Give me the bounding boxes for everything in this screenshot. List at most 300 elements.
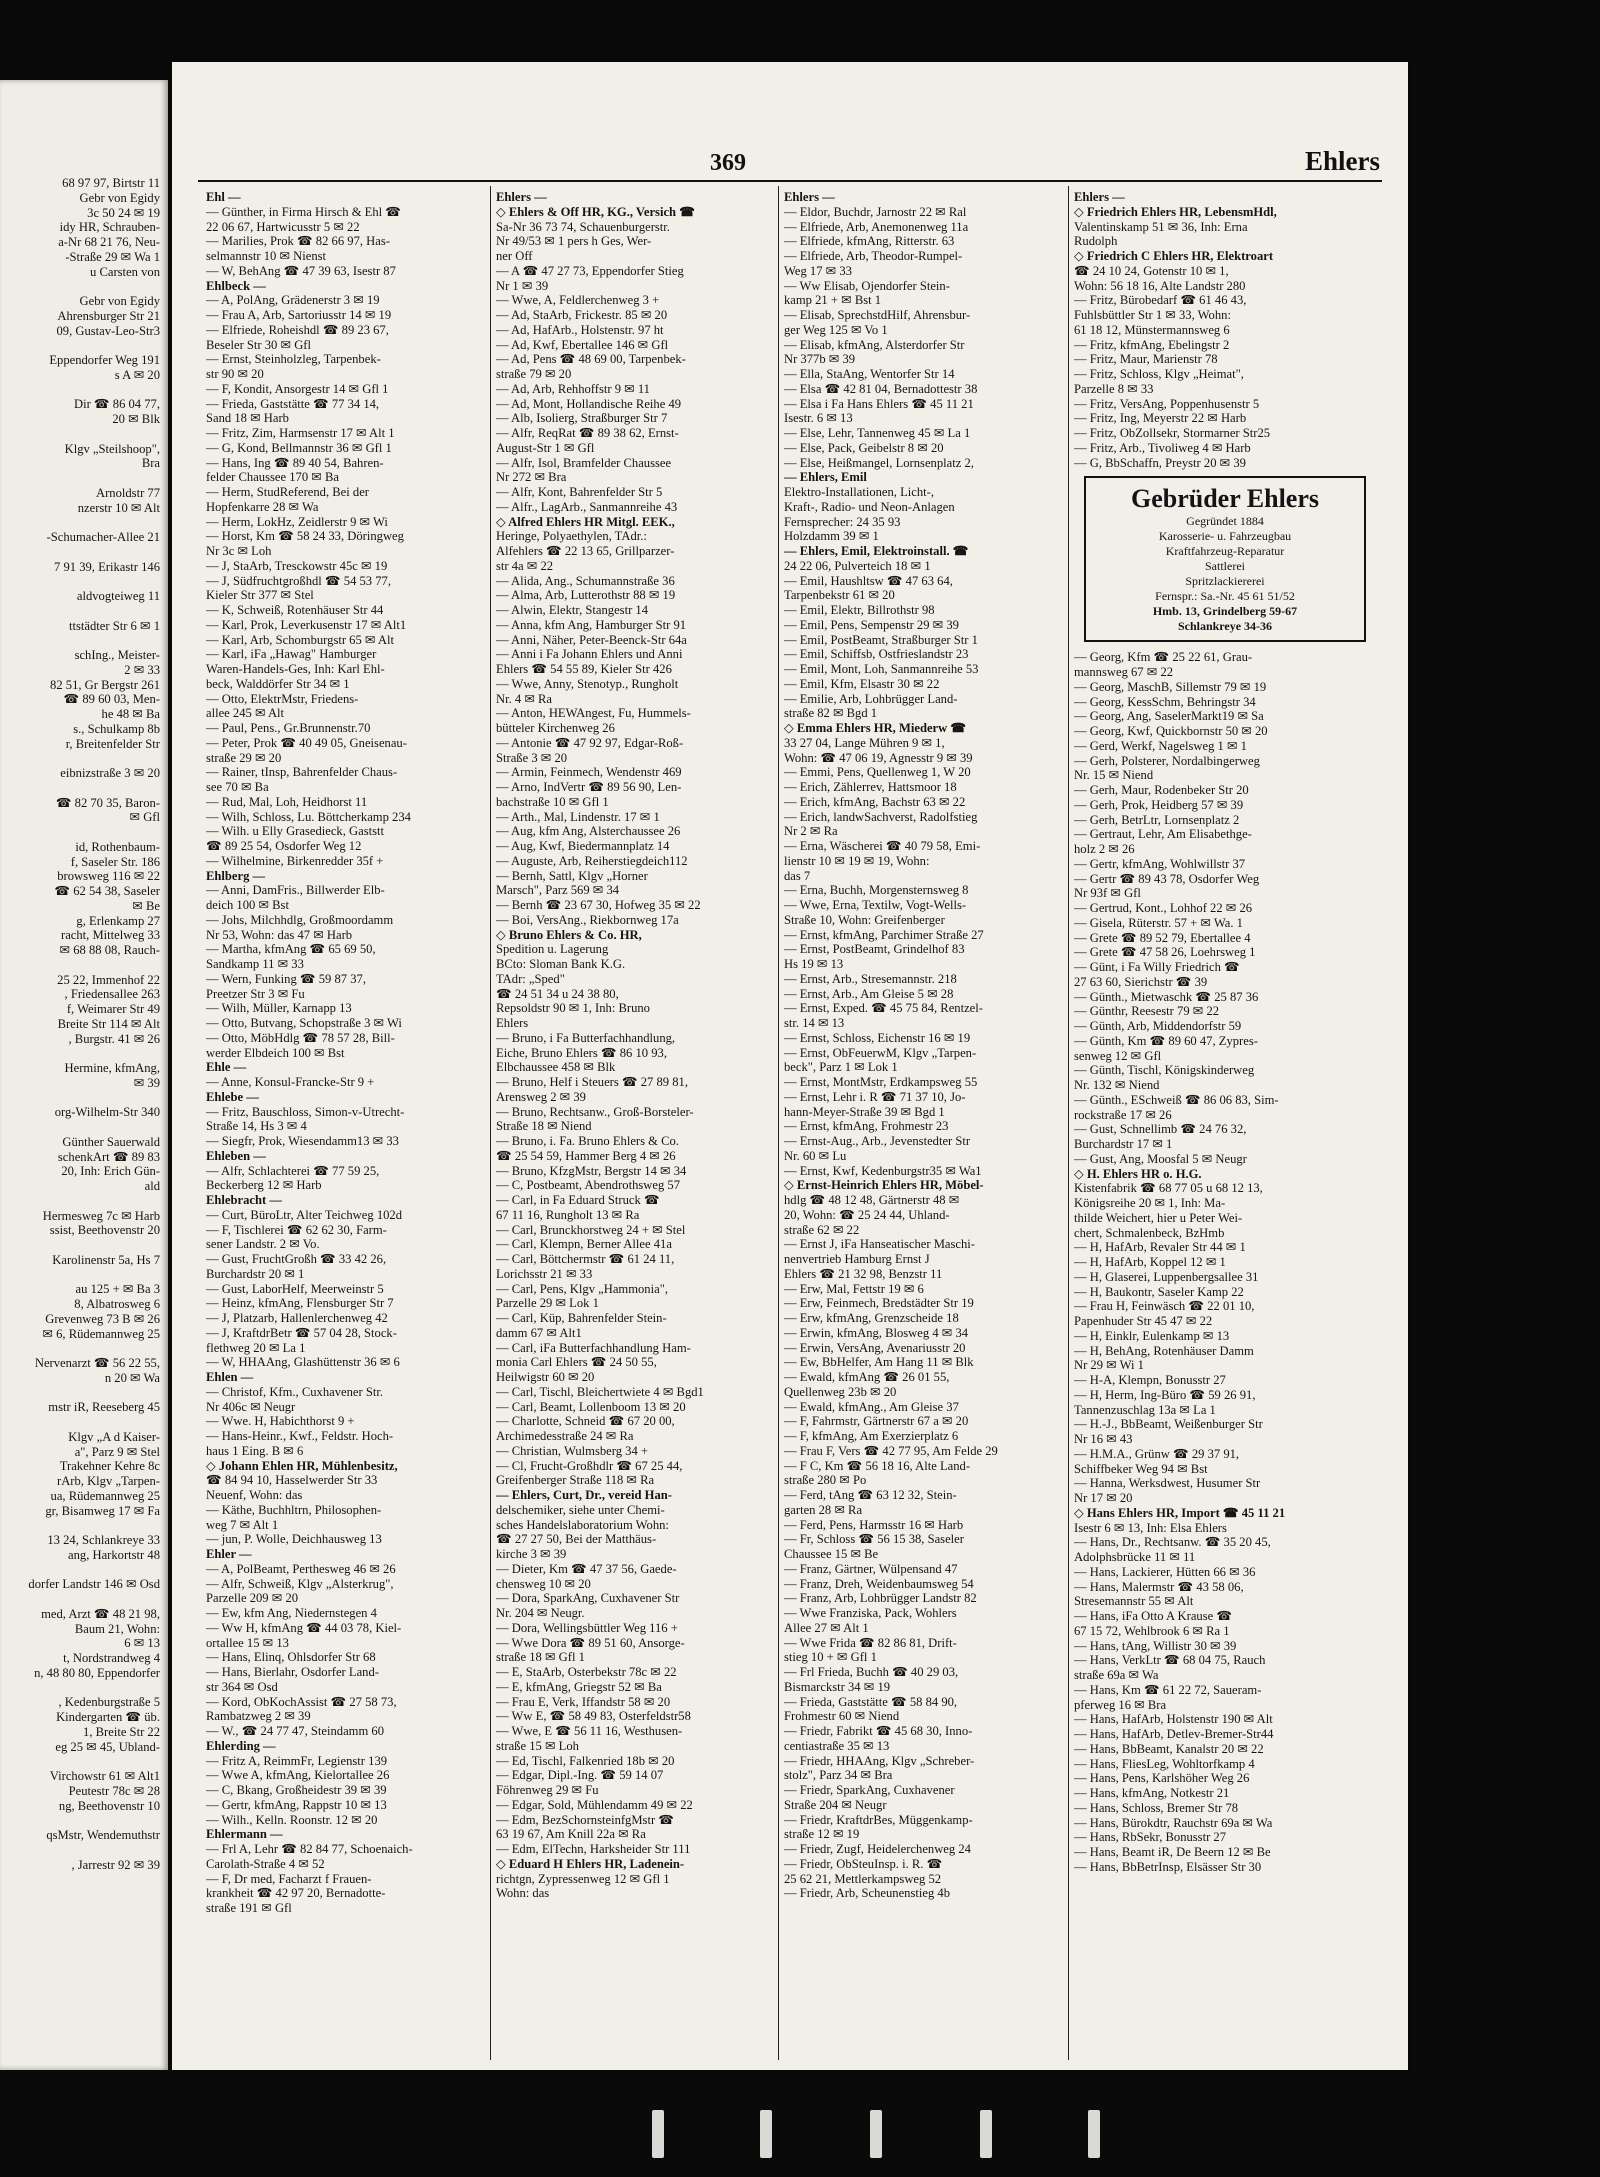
- directory-entry: — Ernst, PostBeamt, Grindelhof 83: [784, 942, 965, 957]
- directory-entry: [0, 471, 164, 486]
- directory-entry: — H, BehAng, Rotenhäuser Damm: [1074, 1343, 1254, 1358]
- directory-entry: — Carl, Küp, Bahrenfelder Stein-: [496, 1311, 667, 1325]
- directory-entry: — Hans, FliesLeg, Wohltorfkamp 4: [1074, 1756, 1255, 1771]
- directory-entry: — Hans, VerkLtr ☎ 68 04 75, Rauch: [1074, 1653, 1266, 1668]
- directory-entry: Straße 204 ✉ Neugr: [784, 1797, 887, 1812]
- directory-entry: — Georg, Kfm ☎ 25 22 61, Grau-: [1074, 650, 1253, 665]
- directory-entry: — Ehlers, Emil, Elektroinstall. ☎: [784, 544, 969, 558]
- directory-entry: — Frau F, Vers ☎ 42 77 95, Am Felde 29: [784, 1443, 998, 1458]
- directory-entry: a-Nr 68 21 76, Neu-: [58, 235, 160, 249]
- ad-line: Spritzlackiererei: [1185, 574, 1265, 589]
- directory-entry: — Anne, Konsul-Francke-Str 9 +: [206, 1075, 375, 1089]
- directory-entry: ☎ 62 54 38, Saseler: [54, 884, 160, 898]
- directory-entry: Eppendorfer Weg 191: [49, 353, 160, 367]
- directory-entry: — Fritz, VersAng, Poppenhusenstr 5: [1074, 396, 1260, 411]
- directory-entry: — Erna, Wäscherei ☎ 40 79 58, Emi-: [784, 839, 981, 853]
- directory-entry: — Carl, Brunckhorstweg 24 + ✉ Stel: [496, 1222, 686, 1237]
- directory-entry: — J, Südfruchtgroßhdl ☎ 54 53 77,: [206, 573, 391, 588]
- directory-entry: — Friedr, ObSteuInsp. i. R. ☎: [784, 1856, 943, 1871]
- directory-entry: — Hans, Bierlahr, Osdorfer Land-: [206, 1665, 379, 1679]
- directory-entry: — Gust, LaborHelf, Meerweinstr 5: [206, 1281, 384, 1296]
- directory-entry: Wohn: das: [496, 1886, 550, 1901]
- directory-entry: Nr 272 ✉ Bra: [496, 470, 567, 485]
- directory-entry: — Else, Lehr, Tannenweg 45 ✉ La 1: [784, 426, 971, 440]
- directory-entry: — H.-J., BbBeamt, Weißenburger Str: [1074, 1417, 1263, 1432]
- directory-entry: [0, 1194, 164, 1209]
- directory-entry: — A, PolBeamt, Perthesweg 46 ✉ 26: [206, 1561, 396, 1576]
- directory-entry: Nr. 204 ✉ Neugr.: [496, 1606, 585, 1620]
- directory-entry: — Ernst, MontMstr, Erdkampsweg 55: [784, 1075, 978, 1089]
- directory-entry: — Eldor, Buchdr, Jarnostr 22 ✉ Ral: [784, 204, 967, 219]
- directory-entry: — Hans, HafArb, Detlev-Bremer-Str44: [1074, 1727, 1274, 1741]
- directory-entry: — Karl, Arb, Schomburgstr 65 ✉ Alt: [206, 632, 395, 647]
- directory-entry: — Johs, Milchhdlg, Großmoordamm: [206, 912, 394, 927]
- directory-entry: idy HR, Schrauben-: [59, 220, 160, 235]
- directory-entry: — Fritz, Schloss, Klgv „Heimat",: [1074, 367, 1244, 381]
- directory-entry: [0, 1563, 164, 1578]
- directory-column-3: [784, 190, 1062, 2060]
- directory-entry: stolz", Parz 34 ✉ Bra: [784, 1768, 893, 1783]
- directory-entry: — E, kfmAng, Griegstr 52 ✉ Ba: [496, 1679, 662, 1694]
- directory-entry: [0, 1341, 164, 1356]
- directory-entry: — Carl, Pens, Klgv „Hammonia",: [496, 1281, 668, 1296]
- directory-entry: [0, 1813, 164, 1828]
- previous-page-column: [0, 176, 164, 2046]
- directory-entry: hdlg ☎ 48 12 48, Gärtnerstr 48 ✉: [784, 1193, 960, 1207]
- directory-entry: str 364 ✉ Osd: [206, 1679, 278, 1694]
- directory-entry: 68 97 97, Birtstr 11: [62, 176, 160, 190]
- directory-entry: Günther Sauerwald: [62, 1134, 160, 1149]
- column-divider: [490, 186, 491, 2060]
- directory-entry: — Wilhelmine, Birkenredder 35f +: [206, 853, 384, 868]
- directory-entry: — Carl, in Fa Eduard Struck ☎: [496, 1193, 660, 1207]
- directory-entry: Straße 10, Wohn: Greifenberger: [784, 912, 945, 927]
- directory-entry: — Carl, Böttchermstr ☎ 61 24 11,: [496, 1252, 675, 1266]
- directory-entry: — Günth., Mietwaschk ☎ 25 87 36: [1074, 989, 1259, 1004]
- ad-founded: Gegründet 1884: [1186, 514, 1264, 529]
- directory-entry: ald: [144, 1179, 160, 1193]
- directory-entry: holz 2 ✉ 26: [1074, 842, 1135, 856]
- directory-entry: — Karl, Prok, Leverkusenstr 17 ✉ Alt1: [206, 617, 407, 632]
- directory-entry: — Rud, Mal, Loh, Heidhorst 11: [206, 794, 368, 809]
- directory-entry: Peutestr 78c ✉ 28: [68, 1783, 160, 1798]
- directory-entry: — Friedr, Zugf, Heidelerchenweg 24: [784, 1842, 971, 1856]
- directory-entry: — Günth, Arb, Middendorfstr 59: [1074, 1019, 1242, 1033]
- directory-entry: Sa-Nr 36 73 74, Schauenburgerstr.: [496, 219, 670, 234]
- directory-entry: ☎ 24 51 34 u 24 38 80,: [496, 986, 619, 1001]
- directory-entry: — Gust, Schnellimb ☎ 24 76 32,: [1074, 1122, 1247, 1137]
- directory-entry: — Heinz, kfmAng, Flensburger Str 7: [206, 1296, 394, 1311]
- directory-entry: Nr 406c ✉ Neugr: [206, 1399, 296, 1414]
- directory-entry: Hopfenkarre 28 ✉ Wa: [206, 499, 319, 514]
- directory-entry: — Alb, Isolierg, Straßburger Str 7: [496, 411, 668, 426]
- directory-entry: Ehlen —: [206, 1370, 254, 1384]
- directory-entry: schIng., Meister-: [74, 648, 160, 662]
- directory-entry: — Christof, Kfm., Cuxhavener Str.: [206, 1384, 383, 1399]
- directory-entry: Ehlermann —: [206, 1827, 283, 1842]
- directory-entry: — G, BbSchaffn, Preystr 20 ✉ 39: [1074, 455, 1246, 470]
- directory-column-1: [206, 190, 484, 2060]
- directory-entry: — Otto, MöbHdlg ☎ 78 57 28, Bill-: [206, 1030, 395, 1045]
- directory-entry: Fuhlsbüttler Str 1 ✉ 33, Wohn:: [1074, 308, 1231, 322]
- directory-entry: 25 62 21, Mettlerkampsweg 52: [784, 1871, 942, 1886]
- directory-entry: [0, 1754, 164, 1769]
- column-divider: [778, 186, 779, 2060]
- directory-entry: — Hans, Malermstr ☎ 43 58 06,: [1074, 1579, 1244, 1594]
- directory-entry: straße 79 ✉ 20: [496, 367, 572, 381]
- directory-entry: Rambatzweg 2 ✉ 39: [206, 1709, 311, 1724]
- directory-entry: — Dieter, Km ☎ 47 37 56, Gaede-: [496, 1561, 677, 1576]
- directory-entry: — Herm, LokHz, Zeidlerstr 9 ✉ Wi: [206, 514, 388, 529]
- directory-entry: aldvogteiweg 11: [76, 589, 160, 603]
- directory-entry: [0, 1046, 164, 1061]
- directory-entry: senweg 12 ✉ Gfl: [1074, 1048, 1162, 1063]
- directory-entry: beck", Parz 1 ✉ Lok 1: [784, 1060, 898, 1075]
- directory-entry: — Ad, StaArb, Frickestr. 85 ✉ 20: [496, 308, 668, 322]
- directory-entry: beck, Walddörfer Str 34 ✉ 1: [206, 676, 350, 691]
- directory-entry: Isestr. 6 ✉ 13: [784, 411, 853, 426]
- directory-entry: — H, HafArb, Revaler Str 44 ✉ 1: [1074, 1240, 1246, 1255]
- directory-entry: mannsweg 67 ✉ 22: [1074, 665, 1174, 679]
- directory-entry: — Hans, iFa Otto A Krause ☎: [1074, 1609, 1233, 1623]
- directory-entry: Elbchaussee 458 ✉ Blk: [496, 1060, 616, 1075]
- directory-entry: — Gertrud, Kont., Lohhof 22 ✉ 26: [1074, 901, 1253, 915]
- directory-entry: Ehlers —: [784, 190, 835, 204]
- directory-entry: — Elsa i Fa Hans Ehlers ☎ 45 11 21: [784, 396, 974, 411]
- directory-entry: dorfer Landstr 146 ✉ Osd: [28, 1577, 160, 1592]
- directory-entry: — Günth, Km ☎ 89 60 47, Zypres-: [1074, 1033, 1258, 1048]
- directory-entry: damm 67 ✉ Alt1: [496, 1325, 582, 1340]
- directory-entry: Nr. 60 ✉ Lu: [784, 1148, 847, 1163]
- directory-entry: — Wwe Frida ☎ 82 86 81, Drift-: [784, 1635, 957, 1650]
- directory-entry: 22 06 67, Hartwicusstr 5 ✉ 22: [206, 219, 360, 234]
- directory-entry: — F C, Km ☎ 56 18 16, Alte Land-: [784, 1458, 971, 1473]
- directory-entry: — Otto, Butvang, Schopstraße 3 ✉ Wi: [206, 1016, 402, 1030]
- directory-entry: 20, Inh: Erich Gün-: [61, 1164, 160, 1179]
- directory-entry: — Hans-Heinr., Kwf., Feldstr. Hoch-: [206, 1429, 394, 1443]
- directory-entry: Ehlebe —: [206, 1089, 259, 1104]
- directory-entry: — Frieda, Gaststätte ☎ 77 34 14,: [206, 396, 380, 411]
- directory-entry: au 125 + ✉ Ba 3: [75, 1282, 160, 1297]
- directory-entry: ◇ Alfred Ehlers HR Mitgl. EEK.,: [496, 514, 675, 529]
- directory-entry: chensweg 10 ✉ 20: [496, 1576, 591, 1591]
- directory-entry: — Horst, Km ☎ 58 24 33, Döringweg: [206, 529, 404, 544]
- directory-entry: Nr 3c ✉ Loh: [206, 544, 272, 558]
- directory-entry: — Günth., ESchweiß ☎ 86 06 83, Sim-: [1074, 1092, 1279, 1107]
- directory-entry: — H, Glaserei, Luppenbergsallee 31: [1074, 1269, 1259, 1284]
- directory-entry: — Ww E, ☎ 58 49 83, Osterfeldstr58: [496, 1709, 691, 1724]
- directory-entry: Straße 14, Hs 3 ✉ 4: [206, 1119, 307, 1134]
- directory-entry: — Ferd, tAng ☎ 63 12 32, Stein-: [784, 1488, 957, 1502]
- directory-entry: — Herm, StudReferend, Bei der: [206, 485, 369, 499]
- directory-entry: ☎ 89 25 54, Osdorfer Weg 12: [206, 839, 362, 853]
- directory-entry: — H, Einklr, Eulenkamp ✉ 13: [1074, 1328, 1230, 1343]
- directory-entry: — Gerh, Prok, Heidberg 57 ✉ 39: [1074, 797, 1244, 812]
- directory-entry: — Fritz, ObZollsekr, Stormarner Str25: [1074, 426, 1271, 440]
- directory-entry: , Friedensallee 263: [64, 987, 160, 1002]
- directory-entry: — Bruno, KfzgMstr, Bergstr 14 ✉ 34: [496, 1163, 687, 1178]
- directory-entry: f, Weimarer Str 49: [66, 1002, 160, 1016]
- previous-page-fragment: [0, 80, 168, 2070]
- directory-entry: ◇ Eduard H Ehlers HR, Ladenein-: [496, 1856, 685, 1871]
- directory-entry: straße 15 ✉ Loh: [496, 1738, 579, 1753]
- directory-entry: August-Str 1 ✉ Gfl: [496, 440, 595, 455]
- directory-entry: krankheit ☎ 42 97 20, Bernadotte-: [206, 1886, 386, 1901]
- directory-entry: ◇ Ernst-Heinrich Ehlers HR, Möbel-: [784, 1178, 984, 1193]
- directory-entry: — Günthr, Reesestr 79 ✉ 22: [1074, 1004, 1220, 1019]
- directory-entry: 63 19 67, Am Knill 22a ✉ Ra: [496, 1827, 646, 1842]
- directory-entry: 3c 50 24 ✉ 19: [87, 205, 160, 220]
- directory-entry: Kraft-, Radio- und Neon-Anlagen: [784, 499, 955, 514]
- directory-entry: ◇ Emma Ehlers HR, Miederw ☎: [784, 721, 967, 735]
- directory-entry: — H, Herm, Ing-Büro ☎ 59 26 91,: [1074, 1387, 1256, 1402]
- directory-entry: Ehlberg —: [206, 868, 266, 883]
- directory-entry: — Frau H, Feinwäsch ☎ 22 01 10,: [1074, 1299, 1255, 1314]
- directory-column-2: [496, 190, 774, 2060]
- directory-entry: — Erich, landwSachverst, Radolfstieg: [784, 809, 978, 824]
- directory-entry: — Fr, Schloss ☎ 56 15 38, Saseler: [784, 1532, 964, 1547]
- directory-entry: — Grete ☎ 47 58 26, Loehrsweg 1: [1074, 945, 1256, 960]
- directory-entry: eibnizstraße 3 ✉ 20: [60, 766, 160, 780]
- directory-entry: — Curt, BüroLtr, Alter Teichweg 102d: [206, 1207, 403, 1222]
- directory-entry: Valentinskamp 51 ✉ 36, Inh: Erna: [1074, 219, 1248, 234]
- directory-entry: eg 25 ✉ 45, Ubland-: [55, 1739, 160, 1754]
- directory-entry: s A ✉ 20: [114, 367, 160, 382]
- directory-entry: — Emil, Elektr, Billrothstr 98: [784, 603, 935, 617]
- directory-entry: — Ewald, kfmAng ☎ 26 01 55,: [784, 1370, 950, 1384]
- directory-entry: — Ernst, Arb., Am Gleise 5 ✉ 28: [784, 986, 954, 1001]
- directory-entry: — Ad, Arb, Rehhoffstr 9 ✉ 11: [496, 381, 650, 396]
- directory-entry: Virchowstr 61 ✉ Alt1: [49, 1769, 160, 1783]
- directory-entry: Gebr von Egidy: [79, 190, 160, 205]
- directory-entry: ✉ 68 88 08, Rauch-: [59, 943, 160, 957]
- directory-entry: — Ernst, Exped. ☎ 45 75 84, Rentzel-: [784, 1001, 983, 1016]
- directory-entry: mstr iR, Reeseberg 45: [48, 1400, 160, 1415]
- directory-entry: — Martha, kfmAng ☎ 65 69 50,: [206, 942, 376, 957]
- directory-entry: [0, 751, 164, 766]
- directory-entry: — H-A, Klempn, Bonusstr 27: [1074, 1373, 1226, 1387]
- directory-entry: id, Rothenbaum-: [75, 839, 160, 854]
- directory-entry: Nr 17 ✉ 20: [1074, 1491, 1133, 1505]
- directory-entry: — Fritz, Bauschloss, Simon-v-Utrecht-: [206, 1104, 405, 1119]
- directory-entry: — Dora, SparkAng, Cuxhavener Str: [496, 1591, 680, 1606]
- directory-entry: ☎ 84 94 10, Hasselwerder Str 33: [206, 1473, 378, 1488]
- directory-entry: — J, KraftdrBetr ☎ 57 04 28, Stock-: [206, 1325, 397, 1340]
- directory-entry: Quellenweg 23b ✉ 20: [784, 1384, 897, 1399]
- directory-entry: — Ad, Mont, Hollandische Reihe 49: [496, 396, 682, 411]
- film-edge-mark: [980, 2110, 992, 2158]
- directory-entry: — Cl, Frucht-Großhdlr ☎ 67 25 44,: [496, 1458, 683, 1473]
- directory-column-4: [1074, 190, 1370, 2060]
- directory-entry: — Fritz, Zim, Harmsenstr 17 ✉ Alt 1: [206, 426, 395, 440]
- directory-entry: — Wilh. u Elly Grasedieck, Gaststt: [206, 824, 384, 839]
- directory-entry: — Grete ☎ 89 52 79, Ebertallee 4: [1074, 930, 1251, 945]
- directory-entry: — Anna, kfm Ang, Hamburger Str 91: [496, 617, 687, 632]
- directory-entry: nzerstr 10 ✉ Alt: [77, 500, 160, 515]
- directory-entry: Ehler —: [206, 1547, 252, 1561]
- directory-entry: delschemiker, siehe unter Chemi-: [496, 1502, 665, 1517]
- directory-entry: — Wwe, A, Feldlerchenweg 3 +: [496, 293, 660, 308]
- directory-entry: Ehlers —: [496, 190, 547, 204]
- directory-entry: Nr 1 ✉ 39: [496, 278, 549, 293]
- directory-entry: Adolphsbrücke 11 ✉ 11: [1074, 1550, 1196, 1564]
- directory-entry: — G, Kond, Bellmannstr 36 ✉ Gfl 1: [206, 440, 392, 455]
- directory-entry: — Auguste, Arb, Reiherstiegdeich112: [496, 853, 688, 868]
- running-head: Ehlers: [1304, 146, 1380, 176]
- directory-entry: — Wilh., Kelln. Roonstr. 12 ✉ 20: [206, 1812, 378, 1827]
- directory-entry: — Gust, FruchtGroßh ☎ 33 42 26,: [206, 1252, 387, 1266]
- directory-entry: Alfehlers ☎ 22 13 65, Grillparzer-: [496, 544, 675, 558]
- directory-entry: — Wwe. H, Habichthorst 9 +: [206, 1414, 355, 1429]
- directory-entry: — Ernst J, iFa Hanseatischer Maschi-: [784, 1237, 975, 1252]
- directory-entry: — F, Fahrmstr, Gärtnerstr 67 a ✉ 20: [784, 1414, 969, 1429]
- ad-line: Karosserie- u. Fahrzeugbau: [1158, 529, 1292, 544]
- directory-entry: garten 28 ✉ Ra: [784, 1502, 863, 1517]
- directory-entry: [0, 1268, 164, 1283]
- directory-entry: Nr 16 ✉ 43: [1074, 1432, 1133, 1446]
- directory-entry: 24 22 06, Pulverteich 18 ✉ 1: [784, 558, 931, 573]
- directory-entry: n 20 ✉ Wa: [104, 1370, 160, 1385]
- directory-entry: — Frau E, Verk, Iffandstr 58 ✉ 20: [496, 1694, 671, 1709]
- directory-entry: — Emil, Kfm, Elsastr 30 ✉ 22: [784, 676, 940, 691]
- directory-entry: — Edm, BezSchornsteinfgMstr ☎: [496, 1812, 674, 1827]
- directory-entry: — Peter, Prok ☎ 40 49 05, Gneisenau-: [206, 735, 407, 750]
- directory-entry: Neuenf, Wohn: das: [206, 1488, 303, 1502]
- directory-entry: 6 ✉ 13: [124, 1636, 160, 1651]
- directory-entry: Nr 49/53 ✉ 1 pers h Ges, Wer-: [496, 234, 652, 249]
- directory-entry: Ehlers —: [1074, 190, 1125, 204]
- directory-entry: Beseler Str 30 ✉ Gfl: [206, 337, 311, 352]
- directory-entry: 25 22, Immenhof 22: [57, 972, 160, 987]
- directory-entry: Kindergarten ☎ üb.: [56, 1710, 160, 1724]
- directory-entry: -Schumacher-Allee 21: [46, 530, 160, 544]
- directory-entry: ✉ 39: [133, 1075, 160, 1090]
- directory-entry: r, Breitenfelder Str: [65, 736, 160, 751]
- directory-entry: — Georg, KessSchm, Behringstr 34: [1074, 694, 1256, 709]
- directory-entry: — F, kfmAng, Am Exerzierplatz 6: [784, 1429, 959, 1443]
- directory-entry: das 7: [784, 868, 811, 883]
- directory-entry: [0, 338, 164, 353]
- directory-entry: — J, StaArb, Tresckowstr 45c ✉ 19: [206, 558, 388, 573]
- directory-entry: [0, 383, 164, 398]
- directory-entry: qsMstr, Wendemuthstr: [46, 1828, 160, 1842]
- directory-entry: — Ella, StaAng, Wentorfer Str 14: [784, 367, 955, 381]
- directory-entry: 13 24, Schlankreye 33: [47, 1533, 160, 1547]
- directory-entry: Marsch", Parz 569 ✉ 34: [496, 883, 620, 898]
- directory-entry: Hermine, kfmAng,: [64, 1061, 160, 1075]
- directory-entry: — Ehlers, Emil: [784, 470, 867, 485]
- directory-entry: str 4a ✉ 22: [496, 558, 554, 573]
- directory-entry: flethweg 20 ✉ La 1: [206, 1340, 306, 1355]
- directory-entry: — Erna, Buchh, Morgensternsweg 8: [784, 883, 969, 898]
- directory-entry: nenvertrieb Hamburg Ernst J: [784, 1252, 930, 1266]
- directory-entry: — Friedr, KraftdrBes, Müggenkamp-: [784, 1812, 973, 1827]
- directory-entry: — Fritz A, ReimmFr, Legienstr 139: [206, 1753, 388, 1768]
- directory-entry: 82 51, Gr Bergstr 261: [50, 677, 160, 692]
- directory-entry: — Emil, Haushltsw ☎ 47 63 64,: [784, 573, 953, 588]
- directory-entry: — Erich, Zählerrev, Hattsmoor 18: [784, 780, 957, 794]
- directory-entry: straße 280 ✉ Po: [784, 1473, 867, 1488]
- directory-entry: Nr 2 ✉ Ra: [784, 824, 838, 839]
- directory-entry: lienstr 10 ✉ 19 ✉ 19, Wohn:: [784, 853, 930, 868]
- directory-entry: — Frl A, Lehr ☎ 82 84 77, Schoenaich-: [206, 1842, 413, 1856]
- directory-entry: bachstraße 10 ✉ Gfl 1: [496, 794, 609, 809]
- directory-entry: ◇ Friedrich C Ehlers HR, Elektroart: [1074, 249, 1274, 263]
- directory-entry: — Ernst-Aug., Arb., Jevenstedter Str: [784, 1134, 971, 1148]
- directory-entry: — Elisab, kfmAng, Alsterdorfer Str: [784, 337, 965, 352]
- directory-entry: rArb, Klgv „Tarpen-: [57, 1474, 160, 1488]
- directory-entry: straße 18 ✉ Gfl 1: [496, 1650, 585, 1665]
- directory-entry: — Ernst, Steinholzleg, Tarpenbek-: [206, 352, 381, 367]
- directory-entry: sener Landstr. 2 ✉ Vo.: [206, 1237, 320, 1252]
- directory-entry: — Ehlers, Curt, Dr., vereid Han-: [496, 1488, 672, 1502]
- directory-entry: [0, 1238, 164, 1253]
- directory-entry: — Frieda, Gaststätte ☎ 58 84 90,: [784, 1694, 958, 1709]
- directory-entry: Parzelle 8 ✉ 33: [1074, 381, 1154, 396]
- directory-entry: Gebr von Egidy: [79, 294, 160, 308]
- directory-entry: gr, Bisamweg 17 ✉ Fa: [45, 1503, 160, 1518]
- ad-line: Sattlerei: [1205, 559, 1245, 574]
- directory-entry: , Burgstr. 41 ✉ 26: [68, 1031, 160, 1046]
- directory-entry: — A, PolAng, Grädenerstr 3 ✉ 19: [206, 293, 380, 308]
- directory-entry: — Elfriede, Roheishdl ☎ 89 23 67,: [206, 322, 389, 337]
- directory-entry: Spedition u. Lagerung: [496, 942, 609, 957]
- directory-entry: — Elsa ☎ 42 81 04, Bernadottestr 38: [784, 381, 978, 396]
- directory-entry: — Ernst, Schloss, Eichenstr 16 ✉ 19: [784, 1030, 971, 1045]
- directory-entry: f, Saseler Str. 186: [70, 854, 160, 869]
- directory-entry: Föhrenweg 29 ✉ Fu: [496, 1783, 599, 1797]
- directory-entry: ☎ 27 27 50, Bei der Matthäus-: [496, 1532, 657, 1547]
- directory-entry: Bra: [141, 456, 160, 471]
- directory-entry: — Anni, DamFris., Billwerder Elb-: [206, 883, 385, 898]
- directory-entry: — Erw, kfmAng, Grenzscheide 18: [784, 1311, 959, 1325]
- directory-entry: — Aug, Kwf, Biedermannplatz 14: [496, 839, 670, 853]
- directory-entry: Ahrensburger Str 21: [57, 308, 160, 323]
- column-divider: [1068, 186, 1069, 2060]
- directory-entry: BCto: Sloman Bank K.G.: [496, 957, 626, 971]
- directory-entry: Nr 93f ✉ Gfl: [1074, 886, 1141, 901]
- directory-entry: Burchardstr 17 ✉ 1: [1074, 1137, 1173, 1151]
- directory-entry: centiastraße 35 ✉ 13: [784, 1738, 890, 1753]
- directory-entry: Königsreihe 20 ✉ 1, Inh: Ma-: [1074, 1196, 1226, 1210]
- directory-entry: Sandkamp 11 ✉ 33: [206, 957, 304, 971]
- directory-entry: — Wilh, Schloss, Lu. Böttcherkamp 234: [206, 809, 411, 824]
- page-number: 369: [710, 150, 746, 176]
- directory-entry: browsweg 116 ✉ 22: [57, 869, 160, 884]
- directory-entry: ☎ 24 10 24, Gotenstr 10 ✉ 1,: [1074, 263, 1229, 278]
- directory-entry: — Armin, Feinmech, Wendenstr 469: [496, 765, 682, 780]
- directory-entry: allee 245 ✉ Alt: [206, 706, 285, 721]
- directory-entry: — Alfr., LagArb., Sanmannreihe 43: [496, 499, 678, 514]
- directory-entry: — Emilie, Arb, Lohbrügger Land-: [784, 691, 958, 706]
- directory-entry: — Hans, Beamt iR, De Beern 12 ✉ Be: [1074, 1845, 1271, 1859]
- directory-entry: — Hans, tAng, Willistr 30 ✉ 39: [1074, 1638, 1237, 1653]
- directory-entry: — Emmi, Pens, Quellenweg 1, W 20: [784, 765, 971, 780]
- directory-entry: — Wwe Dora ☎ 89 51 60, Ansorge-: [496, 1635, 685, 1650]
- directory-entry: Bismarckstr 34 ✉ 19: [784, 1679, 891, 1694]
- directory-entry: [0, 1592, 164, 1607]
- directory-entry: ng, Beethovenstr 10: [58, 1798, 160, 1813]
- directory-entry: TAdr: „Sped": [496, 971, 565, 986]
- directory-entry: — Carl, Klempn, Berner Allee 41a: [496, 1237, 672, 1252]
- directory-entry: — Gisela, Rüterstr. 57 + ✉ Wa. 1: [1074, 915, 1243, 930]
- directory-entry: t, Nordstrandweg 4: [63, 1651, 160, 1665]
- directory-entry: — Ernst, ObFeuerwM, Klgv „Tarpen-: [784, 1045, 977, 1060]
- directory-entry: he 48 ✉ Ba: [101, 707, 160, 721]
- directory-entry: — Christian, Wulmsberg 34 +: [496, 1443, 649, 1458]
- directory-entry: — Erw, Feinmech, Bredstädter Str 19: [784, 1296, 974, 1311]
- directory-entry: — Erwin, VersAng, Avenariusstr 20: [784, 1340, 966, 1355]
